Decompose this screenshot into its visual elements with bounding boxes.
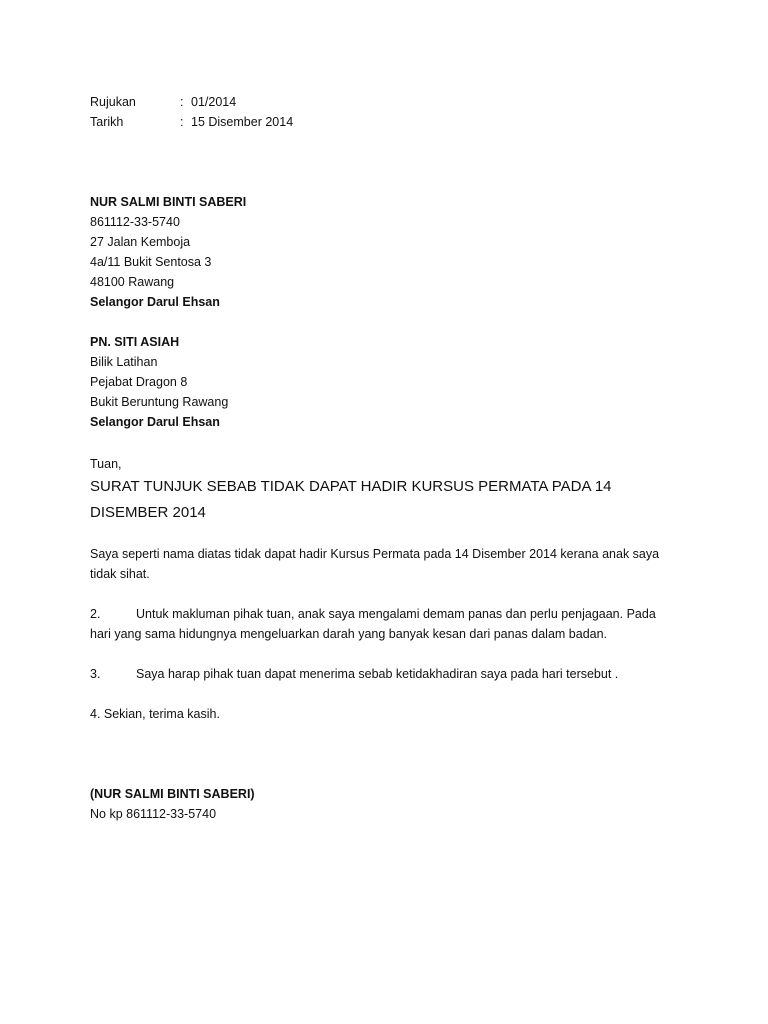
paragraph-3-number: 3. (90, 667, 101, 681)
sender-ic: 861112-33-5740 (90, 215, 180, 229)
paragraph-2-line-2: hari yang sama hidungnya mengeluarkan darah yang banyak kesan dari panas dalam badan. (90, 627, 608, 641)
recipient-state: Selangor Darul Ehsan (90, 415, 220, 429)
recipient-name: PN. SITI ASIAH (90, 335, 180, 349)
paragraph-4: 4. Sekian, terima kasih. (90, 707, 220, 721)
sender-address-line-2: 4a/11 Bukit Sentosa 3 (90, 255, 212, 269)
paragraph-1-line-1: Saya seperti nama diatas tidak dapat hadir Kursus Permata pada 14 Disember 2014 kerana anak saya (90, 547, 660, 561)
paragraph-2-number: 2. (90, 607, 101, 621)
sender-address-line-1: 27 Jalan Kemboja (90, 235, 191, 249)
paragraph-2-line-1: Untuk makluman pihak tuan, anak saya mengalami demam panas dan perlu penjagaan. Pada (136, 607, 656, 621)
recipient-line-2: Pejabat Dragon 8 (90, 375, 188, 389)
signature-name: (NUR SALMI BINTI SABERI) (90, 787, 255, 801)
subject-line-2: DISEMBER 2014 (90, 504, 206, 521)
subject-line-1: SURAT TUNJUK SEBAB TIDAK DAPAT HADIR KURSUS PERMATA PADA 14 (90, 478, 612, 495)
tarikh-value: 15 Disember 2014 (191, 115, 294, 129)
signature-ic: No kp 861112-33-5740 (90, 807, 217, 821)
tarikh-colon: : (180, 115, 184, 129)
salutation: Tuan, (90, 457, 122, 471)
recipient-line-1: Bilik Latihan (90, 355, 158, 369)
rujukan-value: 01/2014 (191, 95, 237, 109)
sender-state: Selangor Darul Ehsan (90, 295, 220, 309)
recipient-line-3: Bukit Beruntung Rawang (90, 395, 229, 409)
rujukan-label: Rujukan (90, 95, 136, 109)
tarikh-label: Tarikh (90, 115, 124, 129)
paragraph-1-line-2: tidak sihat. (90, 567, 150, 581)
sender-address-line-3: 48100 Rawang (90, 275, 175, 289)
rujukan-colon: : (180, 95, 184, 109)
sender-name: NUR SALMI BINTI SABERI (90, 195, 247, 209)
paragraph-3-line-1: Saya harap pihak tuan dapat menerima sebab ketidakhadiran saya pada hari tersebut . (136, 667, 619, 681)
